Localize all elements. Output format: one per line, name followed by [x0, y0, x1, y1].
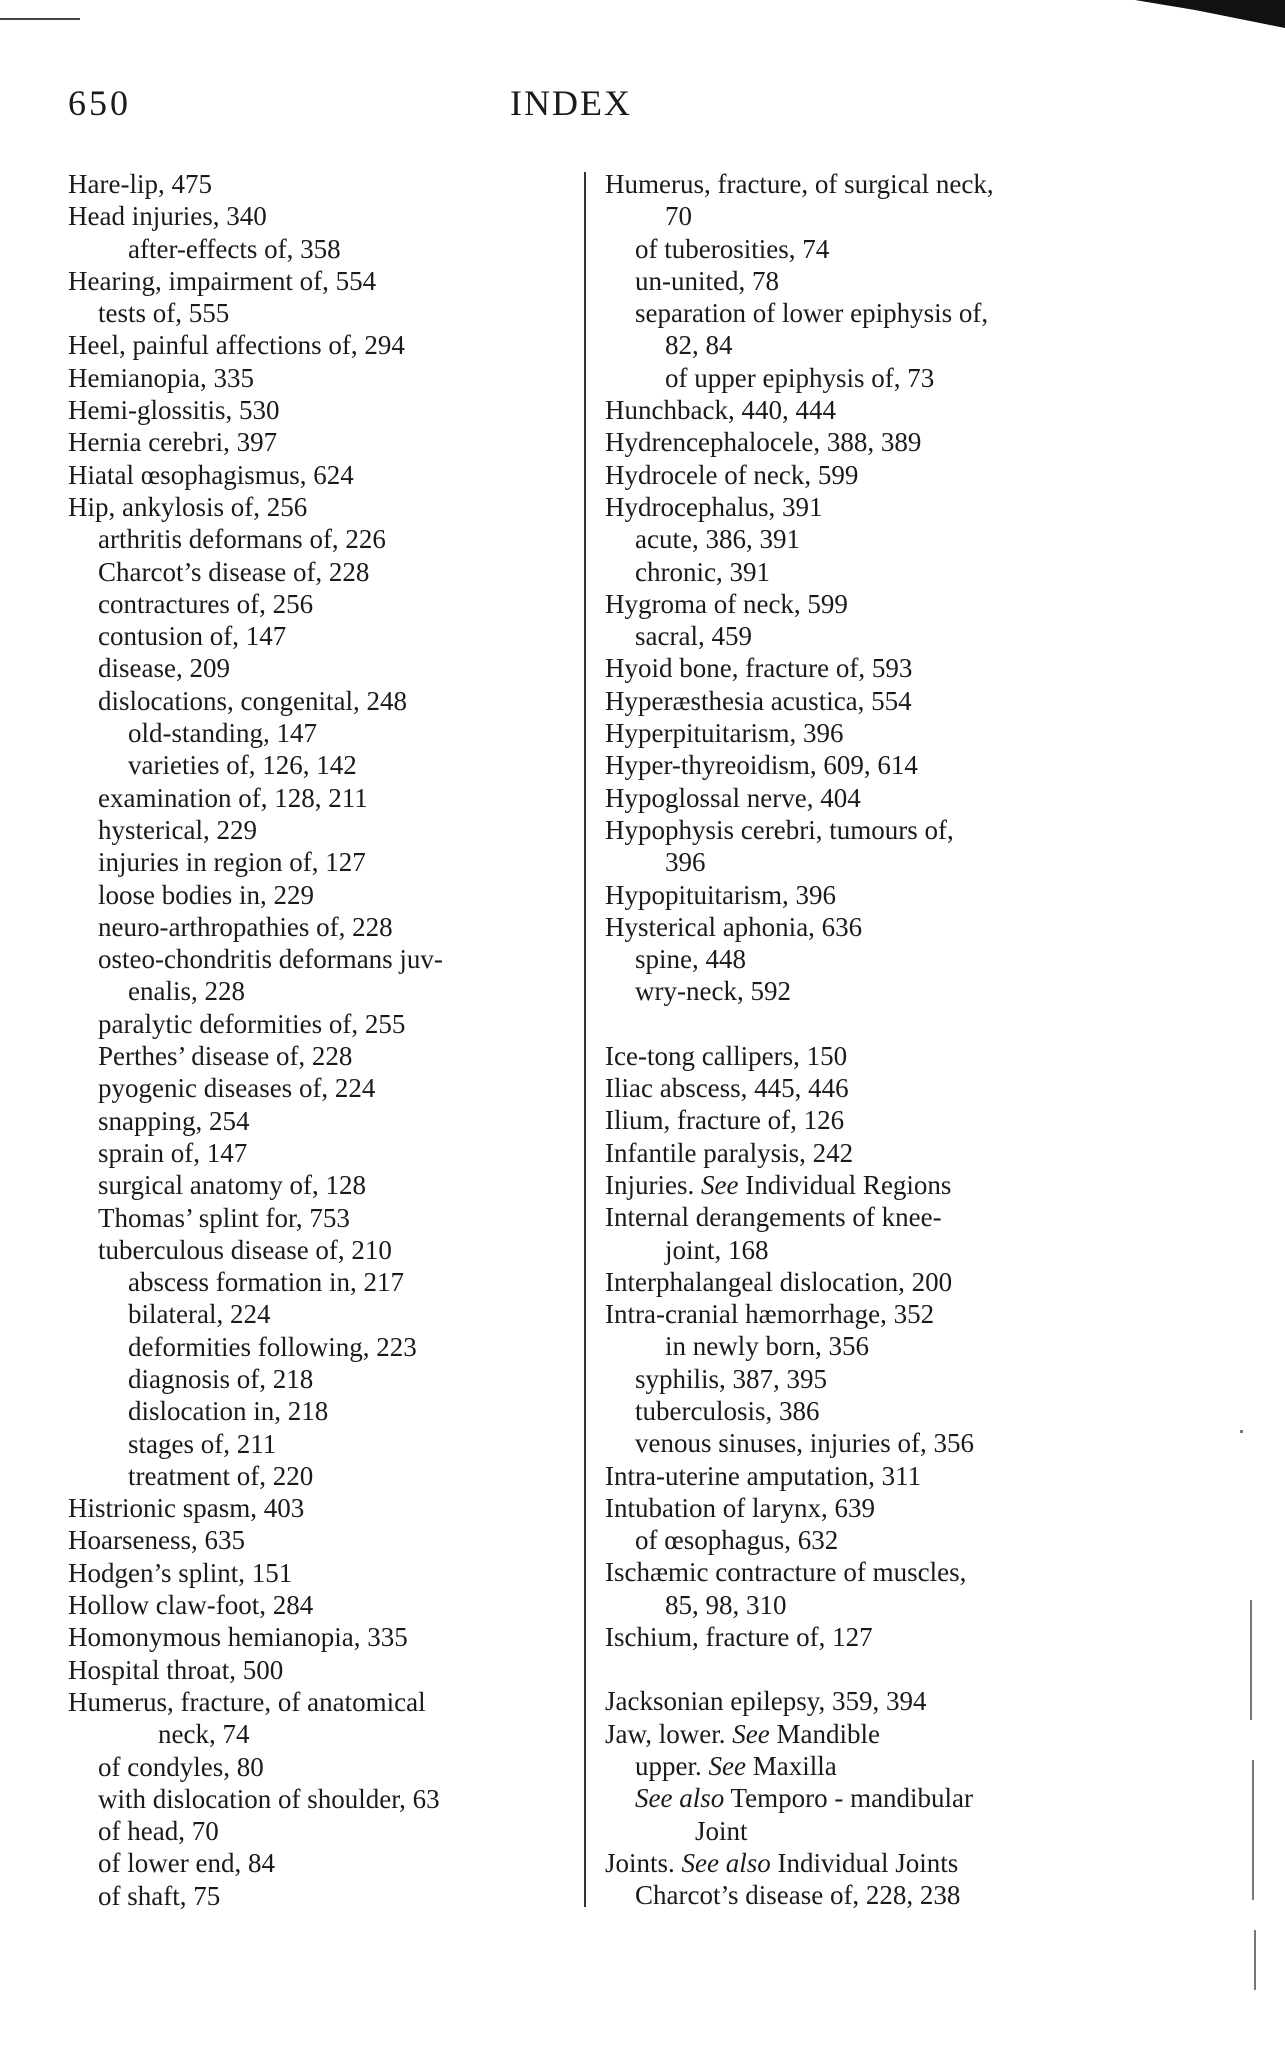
index-entry: Hemianopia, 335	[68, 362, 254, 393]
index-column-right	[605, 168, 1095, 1911]
index-entry: hysterical, 229	[98, 814, 257, 845]
index-entry: of head, 70	[98, 1816, 219, 1847]
index-entry: Hiatal œsophagismus, 624	[68, 459, 354, 490]
index-entry: of upper epiphysis of, 73	[665, 362, 935, 393]
index-entry: Hygroma of neck, 599	[605, 588, 848, 619]
index-entry: Infantile paralysis, 242	[605, 1137, 854, 1168]
index-entry: pyogenic diseases of, 224	[98, 1073, 376, 1104]
index-entry: contusion of, 147	[98, 621, 287, 652]
index-entry: Intubation of larynx, 639	[605, 1492, 875, 1523]
index-entry: varieties of, 126, 142	[128, 750, 357, 781]
index-entry: Hyoid bone, fracture of, 593	[605, 653, 913, 684]
top-left-rule	[0, 18, 80, 20]
column-divider	[584, 172, 586, 1907]
index-entry: osteo-chondritis deformans juv-	[98, 944, 443, 975]
index-entry: Ilium, fracture of, 126	[605, 1105, 845, 1136]
index-entry: in newly born, 356	[665, 1331, 869, 1362]
index-entry: neuro-arthropathies of, 228	[98, 911, 393, 942]
index-entry: examination of, 128, 211	[98, 782, 368, 813]
index-entry: of shaft, 75	[98, 1880, 221, 1911]
index-entry: Hollow claw-foot, 284	[68, 1590, 314, 1621]
index-entry: Interphalangeal dislocation, 200	[605, 1266, 953, 1297]
index-entry: with dislocation of shoulder, 63	[98, 1783, 440, 1814]
index-entry: of œsophagus, 632	[635, 1525, 839, 1556]
index-entry: Charcot’s disease of, 228, 238	[635, 1880, 961, 1911]
index-entry: old-standing, 147	[128, 718, 317, 749]
index-entry: Hypoglossal nerve, 404	[605, 782, 861, 813]
index-entry: bilateral, 224	[128, 1299, 271, 1330]
index-entry: Jacksonian epilepsy, 359, 394	[605, 1686, 927, 1717]
index-entry: Humerus, fracture, of anatomical	[68, 1686, 426, 1717]
index-entry: Heel, painful affections of, 294	[68, 330, 405, 361]
index-entry: Hysterical aphonia, 636	[605, 911, 863, 942]
section-gap	[605, 1008, 1095, 1040]
index-entry: surgical anatomy of, 128	[98, 1170, 366, 1201]
index-entry: Hernia cerebri, 397	[68, 427, 278, 458]
index-entry: 82, 84	[665, 330, 733, 361]
index-entry: Hyperpituitarism, 396	[605, 718, 844, 749]
index-entry: Hyperæsthesia acustica, 554	[605, 685, 912, 716]
index-entry: Iliac abscess, 445, 446	[605, 1073, 849, 1104]
index-entry: tuberculous disease of, 210	[98, 1234, 392, 1265]
index-entry: Hydrocephalus, 391	[605, 491, 823, 522]
index-entry: Perthes’ disease of, 228	[98, 1041, 353, 1072]
index-entry: un-united, 78	[635, 265, 779, 296]
index-entry: Hodgen’s splint, 151	[68, 1557, 293, 1588]
index-entry: Hospital throat, 500	[68, 1654, 284, 1685]
index-entry: Internal derangements of knee-	[605, 1202, 942, 1233]
index-entry: Intra-uterine amputation, 311	[605, 1460, 922, 1491]
index-entry: syphilis, 387, 395	[635, 1363, 828, 1394]
index-entry: sprain of, 147	[98, 1137, 248, 1168]
index-entry: of condyles, 80	[98, 1751, 264, 1782]
index-entry: Hemi-glossitis, 530	[68, 395, 280, 426]
index-entry: Homonymous hemianopia, 335	[68, 1622, 408, 1653]
index-entry: diagnosis of, 218	[128, 1363, 314, 1394]
index-entry: abscess formation in, 217	[128, 1267, 404, 1298]
index-entry: joint, 168	[665, 1234, 769, 1265]
index-entry: Hydrocele of neck, 599	[605, 459, 859, 490]
index-entry: Ischæmic contracture of muscles,	[605, 1557, 967, 1588]
index-entry: of lower end, 84	[98, 1848, 275, 1879]
index-entry: tuberculosis, 386	[635, 1395, 820, 1426]
index-entry: upper. See Maxilla	[635, 1750, 837, 1781]
index-entry: treatment of, 220	[128, 1460, 314, 1491]
index-entry: stages of, 211	[128, 1428, 277, 1459]
index-entry: of tuberosities, 74	[635, 233, 830, 264]
index-entry: Head injuries, 340	[68, 201, 267, 232]
index-entry: arthritis deformans of, 226	[98, 524, 386, 555]
index-entry: spine, 448	[635, 944, 746, 975]
index-entry: Hunchback, 440, 444	[605, 395, 836, 426]
index-entry: loose bodies in, 229	[98, 879, 314, 910]
index-entry: Histrionic spasm, 403	[68, 1493, 305, 1524]
index-entry: See also Temporo - mandibular	[635, 1783, 974, 1814]
running-head: INDEX	[510, 83, 632, 123]
index-entry: Ischium, fracture of, 127	[605, 1622, 873, 1653]
index-entry: Joint	[695, 1815, 748, 1846]
index-entry: separation of lower epiphysis of,	[635, 298, 989, 329]
index-entry: Charcot’s disease of, 228	[98, 556, 370, 587]
index-entry: contractures of, 256	[98, 588, 314, 619]
section-gap	[605, 1653, 1095, 1685]
index-entry: Hydrencephalocele, 388, 389	[605, 427, 922, 458]
index-entry: neck, 74	[158, 1719, 250, 1750]
index-entry: enalis, 228	[128, 976, 245, 1007]
index-entry: Joints. See also Individual Joints	[605, 1847, 959, 1878]
index-entry: dislocation in, 218	[128, 1396, 329, 1427]
top-right-edge-mark	[1135, 0, 1285, 30]
index-entry: Hypophysis cerebri, tumours of,	[605, 814, 954, 845]
index-entry: venous sinuses, injuries of, 356	[635, 1428, 974, 1459]
index-entry: Hearing, impairment of, 554	[68, 265, 377, 296]
index-entry: Humerus, fracture, of surgical neck,	[605, 169, 994, 199]
index-entry: chronic, 391	[635, 556, 770, 587]
index-entry: Hypopituitarism, 396	[605, 879, 836, 910]
index-entry: injuries in region of, 127	[98, 847, 366, 878]
index-entry: dislocations, congenital, 248	[98, 685, 407, 716]
index-entry: Hoarseness, 635	[68, 1525, 245, 1556]
index-entry: Ice-tong callipers, 150	[605, 1040, 848, 1071]
index-entry: sacral, 459	[635, 621, 752, 652]
index-column-left	[68, 168, 558, 1912]
index-entry: Hare-lip, 475	[68, 169, 212, 199]
index-entry: 85, 98, 310	[665, 1589, 787, 1620]
index-entry: tests of, 555	[98, 298, 230, 329]
index-entry: Hip, ankylosis of, 256	[68, 491, 308, 522]
page-number: 650	[68, 83, 131, 123]
index-entry: Intra-cranial hæmorrhage, 352	[605, 1299, 935, 1330]
index-entry: Injuries. See Individual Regions	[605, 1169, 952, 1200]
index-entry: wry-neck, 592	[635, 976, 791, 1007]
index-entry: snapping, 254	[98, 1105, 250, 1136]
index-entry: Hyper-thyreoidism, 609, 614	[605, 750, 918, 781]
index-entry: after-effects of, 358	[128, 233, 341, 264]
index-entry: acute, 386, 391	[635, 524, 800, 555]
index-entry: 396	[665, 847, 706, 878]
index-entry: disease, 209	[98, 653, 230, 684]
index-entry: Jaw, lower. See Mandible	[605, 1718, 880, 1749]
index-entry: 70	[665, 201, 692, 232]
index-entry: Thomas’ splint for, 753	[98, 1202, 350, 1233]
index-entry: deformities following, 223	[128, 1331, 417, 1362]
index-entry: paralytic deformities of, 255	[98, 1008, 406, 1039]
